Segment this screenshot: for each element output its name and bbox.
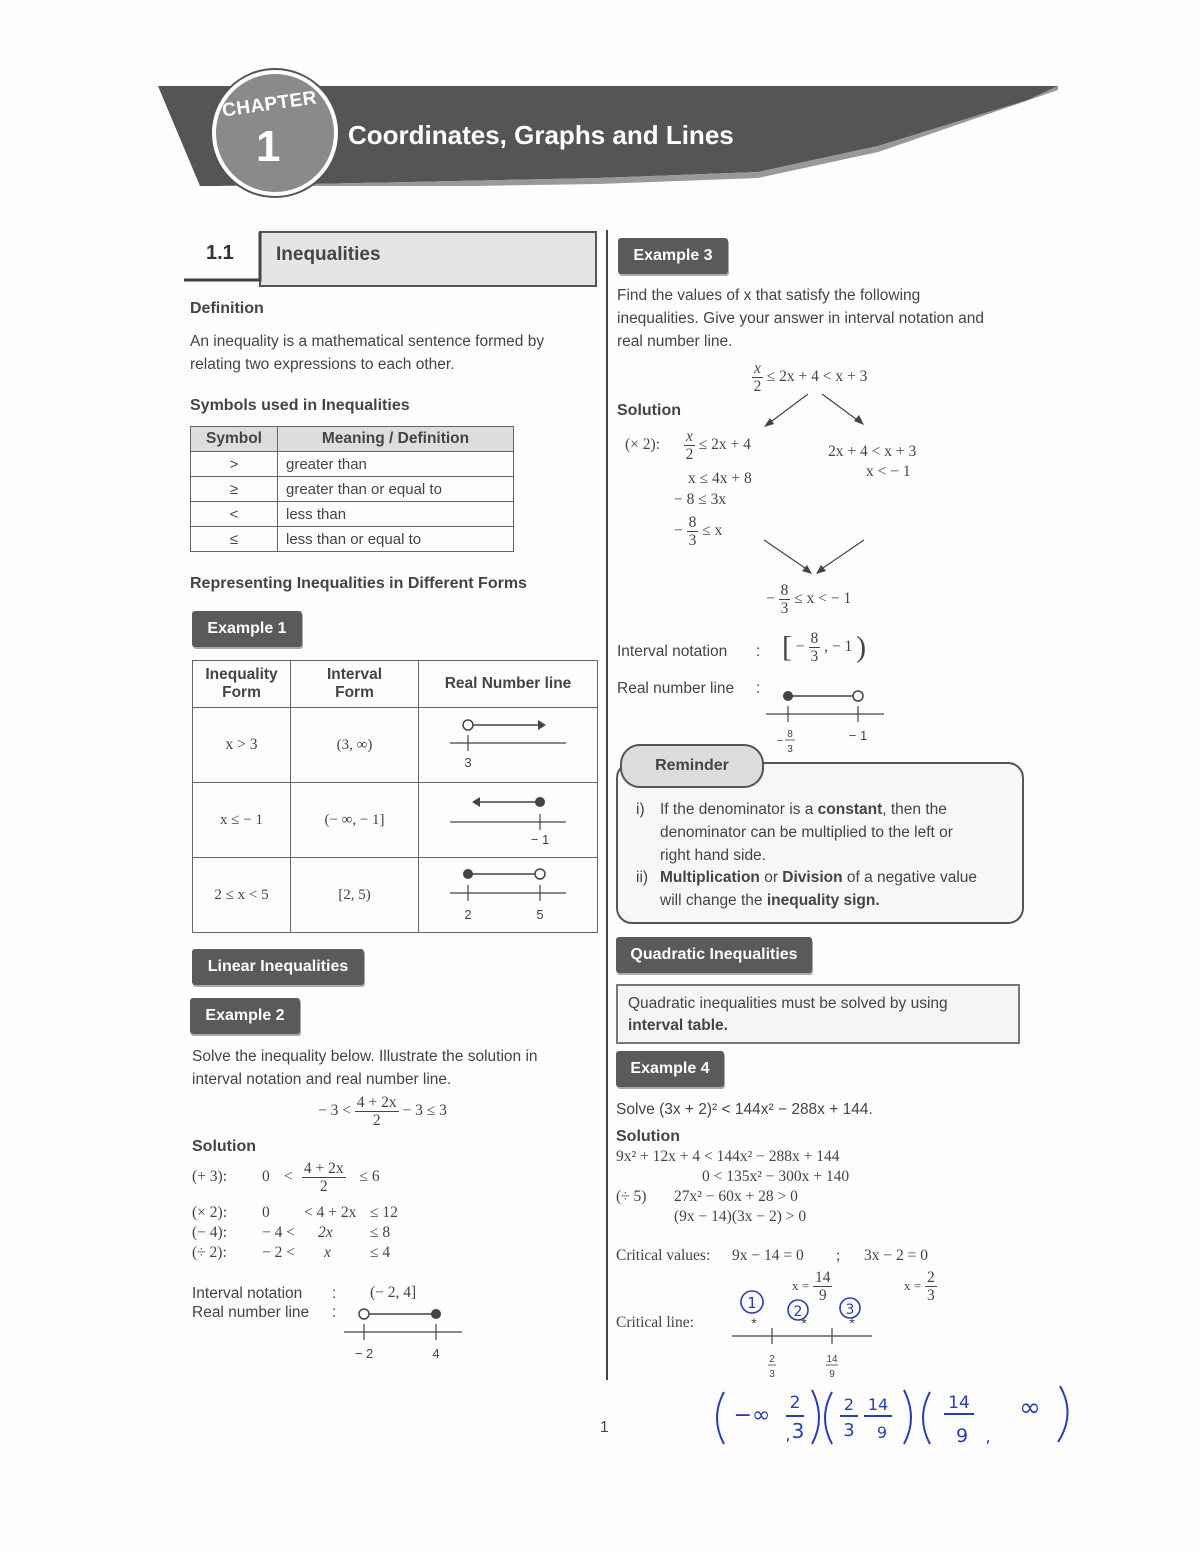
symbol-cell: < (191, 502, 278, 527)
region-star: * (751, 1315, 757, 1331)
definition-text-2: relating two expressions to each other. (190, 356, 455, 373)
example-2-steps (192, 1203, 398, 1263)
quadratic-note-1: Quadratic inequalities must be solved by using (628, 995, 948, 1012)
left-rest: ≤ x (702, 522, 723, 540)
handwritten-region-marks (730, 1288, 880, 1338)
region-star: * (801, 1315, 807, 1331)
definition-text-1: An inequality is a mathematical sentence formed by (190, 333, 545, 350)
critical-sep: ; (836, 1247, 841, 1264)
example-4-line-3: 27x² − 60x + 28 > 0 (674, 1188, 798, 1205)
example-2-step-1 (192, 1160, 380, 1195)
example-3-line-label: Real number line (617, 680, 735, 697)
text: If the denominator is a (660, 801, 818, 818)
critical-line-label: Critical line: (616, 1314, 694, 1331)
numerator: 4 + 2x (356, 1094, 397, 1111)
symbol-cell: ≥ (191, 477, 278, 502)
section-heading-box (184, 230, 598, 288)
interval-rest: , − 1 (824, 638, 853, 656)
example-3-left-2: x ≤ 4x + 8 (688, 470, 752, 487)
numerator: 14 (814, 1269, 831, 1286)
table-row (193, 708, 598, 783)
symbol-col-header: Symbol (191, 427, 278, 452)
critical-eq-1: 9x − 14 = 0 (732, 1247, 804, 1264)
definition-heading: Definition (190, 300, 264, 317)
tick-denominator: 3 (787, 744, 793, 755)
bracket-left: [ (782, 630, 792, 664)
step-c: ≤ 4 (370, 1244, 391, 1261)
step-b: x (324, 1244, 331, 1261)
tick-label: 3 (464, 755, 472, 770)
eq-right: − 3 ≤ 3 (402, 1102, 447, 1120)
fraction (925, 1269, 937, 1304)
example-3-left-3: − 8 ≤ 3x (674, 491, 727, 508)
example-3-interval-label: Interval notation (617, 643, 728, 660)
numerator: 8 (780, 582, 789, 599)
example-4-prompt: Solve (3x + 2)² < 144x² − 288x + 144. (616, 1101, 873, 1118)
meaning-cell: less than (278, 502, 514, 527)
region-mark: 2 (793, 1304, 803, 1320)
numerator: 4 + 2x (303, 1160, 344, 1177)
inequality-rest: ≤ 2x + 4 < x + 3 (766, 368, 868, 386)
section-number: 1.1 (206, 242, 234, 264)
number-line-1 (420, 713, 596, 773)
reminder-item-2 (636, 866, 1006, 889)
bold-text: Multiplication (660, 869, 760, 886)
bold-text: constant (817, 801, 883, 818)
example-3-solution-heading: Solution (617, 402, 681, 419)
chapter-title: Coordinates, Graphs and Lines (348, 120, 734, 150)
reminder-item-1 (636, 798, 1006, 821)
quadratic-note-2: interval table. (628, 1017, 728, 1034)
interval-form-header (291, 661, 419, 708)
bracket-right: ) (856, 630, 867, 664)
inequality-cell: 2 ≤ x < 5 (193, 858, 291, 933)
example-3-right-2: x < − 1 (866, 463, 911, 480)
numerator: 2 (926, 1269, 935, 1286)
step-row (192, 1223, 398, 1243)
example-2-interval-label: Interval notation (192, 1285, 303, 1302)
fraction (302, 1160, 346, 1195)
sign: − (674, 522, 683, 540)
hand-text: 9 (955, 1425, 969, 1447)
step-op: (× 2): (192, 1204, 227, 1221)
hand-text: −∞ (733, 1403, 771, 1428)
colon: : (756, 680, 761, 697)
example-3-prompt-1: Find the values of x that satisfy the following (617, 287, 921, 304)
example-2-solution-heading: Solution (192, 1138, 256, 1155)
quadratic-inequalities-tag: Quadratic Inequalities (616, 937, 812, 973)
hand-text: 9 (876, 1423, 888, 1442)
tick-label: 2 (464, 907, 472, 922)
denominator: 3 (688, 532, 697, 549)
number-line-cell (419, 708, 598, 783)
critical-eq-2: 3x − 2 = 0 (864, 1247, 928, 1264)
page-number: 1 (600, 1419, 609, 1436)
denominator: 3 (810, 648, 819, 665)
representing-heading: Representing Inequalities in Different Forms (190, 575, 527, 592)
marker: i) (636, 801, 645, 818)
table-row (193, 858, 598, 933)
reminder-item-1-line-3: right hand side. (660, 847, 766, 864)
numerator: 8 (810, 630, 819, 647)
example-2-number-line (340, 1304, 470, 1364)
root-2 (904, 1269, 937, 1304)
fraction (687, 514, 699, 549)
text: will change the (660, 892, 767, 909)
denominator: 2 (319, 1178, 328, 1195)
colon: : (332, 1285, 337, 1302)
step-a: − 4 < (262, 1224, 295, 1241)
inequality-form-header (193, 661, 291, 708)
tick-numerator: 14 (826, 1354, 838, 1365)
number-line-cell (419, 783, 598, 858)
example-2-line-label: Real number line (192, 1304, 310, 1321)
example-3-prompt-2: inequalities. Give your answer in interval notation and (617, 310, 985, 327)
example-2-prompt-2: interval notation and real number line. (192, 1071, 452, 1088)
sign: − (766, 590, 775, 608)
table-row (191, 452, 514, 477)
critical-values-label: Critical values: (616, 1247, 711, 1264)
symbol-cell: ≤ (191, 527, 278, 552)
inequality-cell: x > 3 (193, 708, 291, 783)
meaning-cell: greater than or equal to (278, 477, 514, 502)
root-prefix: x = (792, 1278, 810, 1294)
tick-label: − 2 (354, 1346, 374, 1361)
merge-arrows (760, 536, 870, 578)
symbols-heading: Symbols used in Inequalities (190, 397, 410, 414)
fraction (809, 630, 821, 665)
table-row (193, 783, 598, 858)
tick-label: − 1 (530, 832, 550, 847)
symbol-cell: > (191, 452, 278, 477)
example-4-tag: Example 4 (616, 1051, 724, 1087)
example-3-left-4 (674, 514, 722, 549)
hand-text: 2 (789, 1393, 801, 1413)
text: or (759, 869, 783, 886)
example-4-line-4: (9x − 14)(3x − 2) > 0 (674, 1208, 807, 1225)
symbols-table (190, 426, 514, 552)
colon: : (756, 643, 761, 660)
example-3-number-line (762, 684, 892, 758)
sign: − (795, 638, 805, 656)
column-divider (606, 230, 608, 1380)
reminder-item-1-line-2: denominator can be multiplied to the left or (660, 824, 953, 841)
step-c: ≤ 6 (359, 1168, 380, 1186)
numerator: 8 (688, 514, 697, 531)
step-op: (− 4): (192, 1224, 227, 1241)
meaning-cell: less than or equal to (278, 527, 514, 552)
step-row (192, 1243, 398, 1263)
eq-left: − 3 < (318, 1102, 351, 1120)
example-1-table (192, 660, 598, 933)
fraction (684, 428, 695, 463)
numerator: x (686, 428, 693, 445)
region-mark: 1 (747, 1294, 757, 1312)
step-a: 0 (262, 1168, 270, 1186)
tick-label: − 1 (848, 728, 868, 743)
combined-rest: ≤ x < − 1 (794, 590, 852, 608)
hand-text: 3 (791, 1419, 805, 1443)
step-c: ≤ 8 (370, 1224, 391, 1241)
denominator: 3 (926, 1287, 935, 1304)
text: of a negative value (842, 869, 978, 886)
fraction (355, 1094, 399, 1129)
denominator: 9 (818, 1287, 827, 1304)
hand-text: ∞ (1019, 1393, 1041, 1423)
interval-cell: (− ∞, − 1] (291, 783, 419, 858)
example-2-interval-value: (− 2, 4] (370, 1284, 417, 1301)
tick-label: 5 (536, 907, 544, 922)
step-a: − 2 < (262, 1244, 295, 1261)
region-mark: 3 (845, 1302, 855, 1318)
chapter-number: 1 (256, 122, 281, 171)
example-3-left-op: (× 2): (625, 436, 660, 453)
example-1-tag: Example 1 (192, 611, 302, 647)
example-2-prompt-1: Solve the inequality below. Illustrate the solution in (192, 1048, 538, 1065)
hand-text: 14 (867, 1395, 889, 1414)
reminder-item-2-line-2 (660, 889, 880, 912)
number-line-3 (420, 861, 596, 925)
step-c: ≤ 12 (370, 1204, 398, 1221)
header-line: Form (222, 684, 261, 701)
step-op: (÷ 2): (192, 1244, 227, 1261)
hand-text: 14 (948, 1393, 970, 1413)
header-line: Form (335, 684, 374, 701)
tick-numerator: 8 (787, 729, 793, 740)
linear-inequalities-tag: Linear Inequalities (192, 949, 364, 985)
example-4-line-3-op: (÷ 5) (616, 1188, 647, 1205)
tick-denominator: 3 (769, 1369, 775, 1380)
denominator: 2 (685, 446, 694, 463)
handwritten-intervals (708, 1380, 1088, 1456)
interval-cell: [2, 5) (291, 858, 419, 933)
example-3-left-1 (684, 428, 751, 463)
example-2-tag: Example 2 (190, 998, 300, 1034)
number-line-2 (420, 788, 596, 848)
example-3-interval-value (782, 630, 866, 665)
denominator: 2 (753, 378, 762, 395)
meaning-col-header: Meaning / Definition (278, 427, 514, 452)
step-op: (+ 3): (192, 1168, 227, 1186)
example-3-combined (766, 582, 851, 617)
step-b: 2x (318, 1224, 333, 1241)
text: , then the (882, 801, 947, 818)
interval-cell: (3, ∞) (291, 708, 419, 783)
example-4-solution-heading: Solution (616, 1128, 680, 1145)
inequality-cell: x ≤ − 1 (193, 783, 291, 858)
step-row (192, 1203, 398, 1223)
header-line: Interval (326, 666, 383, 683)
hand-text: 2 (843, 1395, 855, 1414)
table-row (191, 502, 514, 527)
example-4-line-1: 9x² + 12x + 4 < 144x² − 288x + 144 (616, 1148, 840, 1165)
example-3-prompt-3: real number line. (617, 333, 733, 350)
step-b: < 4 + 2x (304, 1204, 357, 1221)
reminder-tag: Reminder (620, 744, 764, 788)
bold-text: inequality sign. (766, 892, 880, 909)
meaning-cell: greater than (278, 452, 514, 477)
denominator: 3 (780, 600, 789, 617)
colon: : (332, 1304, 337, 1321)
left-rest: ≤ 2x + 4 (698, 436, 751, 454)
hand-text: 3 (843, 1420, 855, 1441)
marker: ii) (636, 869, 649, 886)
region-star: * (849, 1315, 855, 1331)
tick-sign: − (776, 735, 784, 747)
tick-numerator: 2 (769, 1354, 775, 1365)
bold-text: Division (782, 869, 843, 886)
example-3-tag: Example 3 (618, 238, 728, 274)
denominator: 2 (372, 1112, 381, 1129)
step-b: < (284, 1168, 293, 1186)
root-prefix: x = (904, 1278, 922, 1294)
example-4-line-2: 0 < 135x² − 300x + 140 (702, 1168, 850, 1185)
tick-label: 4 (432, 1346, 440, 1361)
numerator: x (754, 360, 761, 377)
step-a: 0 (262, 1204, 270, 1221)
table-row (191, 527, 514, 552)
number-line-cell (419, 858, 598, 933)
chapter-word: CHAPTER (220, 87, 319, 122)
split-arrows (760, 390, 870, 430)
hand-text: , (985, 1427, 991, 1446)
section-title: Inequalities (276, 244, 381, 265)
table-row (191, 477, 514, 502)
fraction (779, 582, 791, 617)
number-line-header: Real Number line (419, 661, 598, 708)
hand-text: , (785, 1425, 791, 1444)
example-2-equation (318, 1094, 447, 1129)
example-3-right-1: 2x + 4 < x + 3 (828, 443, 917, 460)
header-line: Inequality (205, 666, 278, 683)
tick-denominator: 9 (829, 1369, 835, 1380)
